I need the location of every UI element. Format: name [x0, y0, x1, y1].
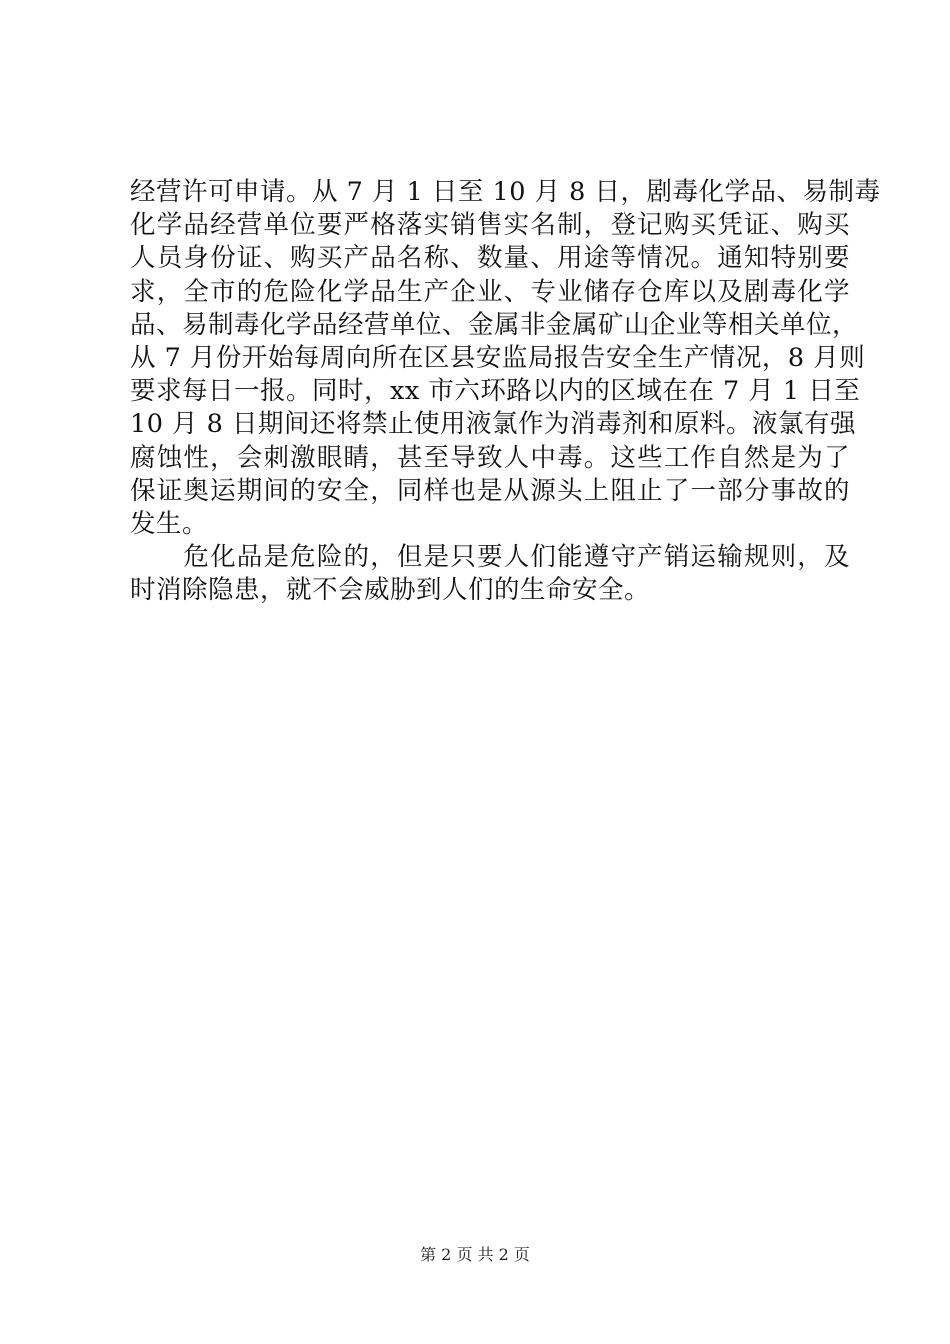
text-line: 求，全市的危险化学品生产企业、专业储存仓库以及剧毒化学 — [130, 276, 850, 307]
text-line: 化学品经营单位要严格落实销售实名制，登记购买凭证、购买 — [130, 210, 850, 241]
text-line: 保证奥运期间的安全，同样也是从源头上阻止了一部分事故的 — [130, 475, 850, 506]
body-text — [130, 176, 881, 607]
text-line: 人员身份证、购买产品名称、数量、用途等情况。通知特别要 — [130, 243, 850, 274]
text-line: 危化品是危险的，但是只要人们能遵守产销运输规则，及 — [130, 542, 850, 573]
text-line: 品、易制毒化学品经营单位、金属非金属矿山企业等相关单位， — [130, 309, 859, 340]
page-footer: 第 2 页 共 2 页 — [420, 1245, 530, 1264]
text-line: 时消除隐患，就不会威胁到人们的生命安全。 — [130, 575, 651, 606]
text-line: 发生。 — [130, 508, 209, 539]
text-line: 要求每日一报。同时，xx 市六环路以内的区域在在 7 月 1 日至 — [130, 376, 861, 407]
text-line: 经营许可申请。从 7 月 1 日至 10 月 8 日，剧毒化学品、易制毒 — [130, 177, 881, 207]
text-line: 从 7 月份开始每周向所在区县安监局报告安全生产情况，8 月则 — [130, 342, 866, 373]
text-line: 腐蚀性，会刺激眼睛，甚至导致人中毒。这些工作自然是为了 — [130, 442, 850, 473]
text-line: 10 月 8 日期间还将禁止使用液氯作为消毒剂和原料。液氯有强 — [130, 409, 856, 440]
